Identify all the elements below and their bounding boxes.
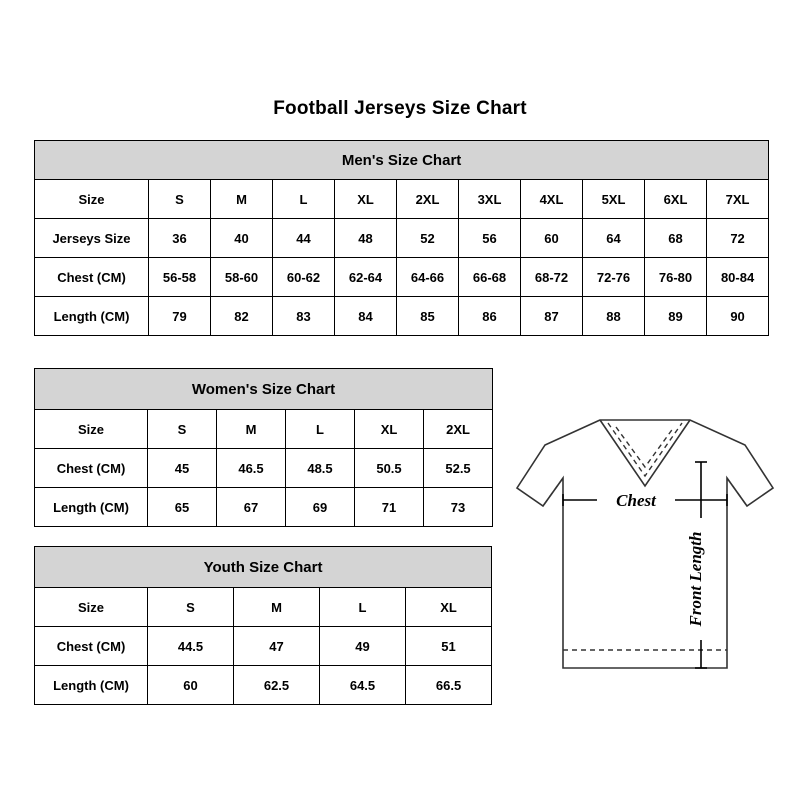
shirt-measurement-diagram	[505, 400, 785, 690]
table-row	[35, 180, 769, 219]
table-cell: 48	[335, 219, 397, 258]
table-cell: L	[273, 180, 335, 219]
table-cell: XL	[406, 588, 492, 627]
table-cell: M	[217, 410, 286, 449]
table-cell: 49	[320, 627, 406, 666]
table-cell: 90	[707, 297, 769, 336]
table-cell: 71	[355, 488, 424, 527]
table-cell: 62-64	[335, 258, 397, 297]
youth-size-chart-table	[34, 546, 492, 705]
table-cell: XL	[355, 410, 424, 449]
table-row	[35, 449, 493, 488]
table-cell: L	[286, 410, 355, 449]
table-cell: 66.5	[406, 666, 492, 705]
front-length-measure-label: Front Length	[686, 531, 705, 627]
table-cell: 60	[148, 666, 234, 705]
table-cell: 3XL	[459, 180, 521, 219]
mens-table-title: Men's Size Chart	[35, 141, 769, 180]
table-cell: 7XL	[707, 180, 769, 219]
table-cell: 80-84	[707, 258, 769, 297]
table-cell: 56-58	[149, 258, 211, 297]
table-cell: 2XL	[397, 180, 459, 219]
table-cell: 52.5	[424, 449, 493, 488]
table-cell: 87	[521, 297, 583, 336]
table-cell: 85	[397, 297, 459, 336]
table-row	[35, 258, 769, 297]
table-cell: 44	[273, 219, 335, 258]
table-cell: M	[234, 588, 320, 627]
row-label-size: Size	[35, 588, 148, 627]
table-row	[35, 410, 493, 449]
table-cell: 50.5	[355, 449, 424, 488]
table-cell: 64	[583, 219, 645, 258]
table-cell: 68	[645, 219, 707, 258]
table-cell: 88	[583, 297, 645, 336]
row-label-length: Length (CM)	[35, 297, 149, 336]
row-label-size: Size	[35, 410, 148, 449]
table-header-row	[35, 141, 769, 180]
womens-table-title: Women's Size Chart	[35, 369, 493, 410]
table-cell: 4XL	[521, 180, 583, 219]
table-cell: S	[148, 410, 217, 449]
table-cell: 86	[459, 297, 521, 336]
table-row	[35, 488, 493, 527]
table-row	[35, 588, 492, 627]
table-cell: 48.5	[286, 449, 355, 488]
table-row	[35, 666, 492, 705]
table-cell: M	[211, 180, 273, 219]
table-cell: 52	[397, 219, 459, 258]
chest-measure-label: Chest	[616, 491, 656, 510]
table-cell: 44.5	[148, 627, 234, 666]
table-cell: 73	[424, 488, 493, 527]
row-label-length: Length (CM)	[35, 666, 148, 705]
table-cell: 51	[406, 627, 492, 666]
table-row	[35, 627, 492, 666]
table-cell: 68-72	[521, 258, 583, 297]
table-cell: 65	[148, 488, 217, 527]
row-label-chest: Chest (CM)	[35, 258, 149, 297]
table-cell: 82	[211, 297, 273, 336]
table-header-row	[35, 369, 493, 410]
table-cell: 76-80	[645, 258, 707, 297]
row-label-jerseys-size: Jerseys Size	[35, 219, 149, 258]
table-cell: 83	[273, 297, 335, 336]
table-cell: 40	[211, 219, 273, 258]
table-cell: 60-62	[273, 258, 335, 297]
row-label-length: Length (CM)	[35, 488, 148, 527]
table-cell: 5XL	[583, 180, 645, 219]
table-cell: 56	[459, 219, 521, 258]
table-cell: 62.5	[234, 666, 320, 705]
table-row	[35, 219, 769, 258]
table-cell: S	[149, 180, 211, 219]
table-cell: 84	[335, 297, 397, 336]
table-cell: XL	[335, 180, 397, 219]
table-cell: 36	[149, 219, 211, 258]
womens-size-chart-table	[34, 368, 493, 527]
table-cell: 89	[645, 297, 707, 336]
table-cell: S	[148, 588, 234, 627]
mens-size-chart-table	[34, 140, 769, 336]
youth-table-title: Youth Size Chart	[35, 547, 492, 588]
table-cell: 64.5	[320, 666, 406, 705]
table-cell: 69	[286, 488, 355, 527]
table-cell: 64-66	[397, 258, 459, 297]
table-cell: 2XL	[424, 410, 493, 449]
table-cell: 72	[707, 219, 769, 258]
table-cell: 46.5	[217, 449, 286, 488]
row-label-size: Size	[35, 180, 149, 219]
table-cell: 79	[149, 297, 211, 336]
table-cell: 66-68	[459, 258, 521, 297]
table-cell: 60	[521, 219, 583, 258]
page-title: Football Jerseys Size Chart	[273, 98, 527, 119]
table-cell: 72-76	[583, 258, 645, 297]
row-label-chest: Chest (CM)	[35, 449, 148, 488]
row-label-chest: Chest (CM)	[35, 627, 148, 666]
table-cell: 58-60	[211, 258, 273, 297]
table-cell: 47	[234, 627, 320, 666]
table-header-row	[35, 547, 492, 588]
table-cell: 67	[217, 488, 286, 527]
table-cell: 6XL	[645, 180, 707, 219]
table-cell: L	[320, 588, 406, 627]
table-row	[35, 297, 769, 336]
table-cell: 45	[148, 449, 217, 488]
